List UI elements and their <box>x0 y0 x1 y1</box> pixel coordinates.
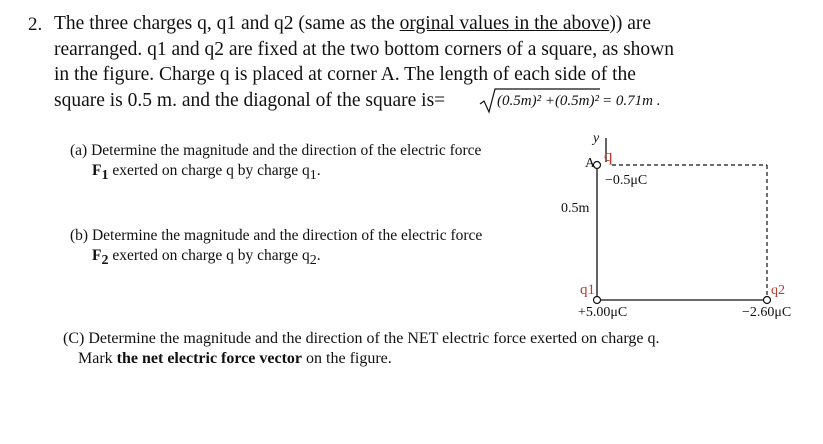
charge-q2-label: q2 <box>771 283 785 298</box>
problem-line-1-tail: )) are <box>609 13 652 34</box>
charge-q1-label: q1 <box>580 282 595 298</box>
part-b-end: . <box>316 247 321 264</box>
y-axis-label: y <box>593 131 600 146</box>
side-length-label: 0.5m <box>561 201 590 216</box>
part-a-line-1: (a) Determine the magnitude and the direction of the electric force <box>70 142 482 159</box>
formula-result: = 0.71m . <box>602 93 661 109</box>
problem-line-3: in the figure. Charge q is placed at corner A. The length of each side of the <box>54 64 636 85</box>
problem-line-1-text: The three charges q, q1 and q2 (same as the <box>54 13 400 34</box>
underlined-phrase: orginal values in the above <box>399 13 610 34</box>
charge-q2-marker <box>764 297 771 304</box>
charge-q-label: q <box>604 146 613 165</box>
force-f2-subscript: 2 <box>101 253 109 269</box>
charge-q2-subscript: 2 <box>309 253 317 269</box>
part-a-end: . <box>316 162 321 179</box>
part-c-line-2-bold: the net electric force vector <box>116 350 303 367</box>
part-c-line-2 <box>78 349 392 368</box>
formula-radicand: (0.5m)² +(0.5m)² <box>497 93 600 109</box>
part-c-line-2-post: on the figure. <box>302 350 392 367</box>
problem-line-2: rearranged. q1 and q2 are fixed at the two bottom corners of a square, as shown <box>54 39 674 60</box>
problem-number: 2. <box>28 14 43 35</box>
charge-q1-subscript: 1 <box>309 168 317 184</box>
force-f1-subscript: 1 <box>101 168 109 184</box>
charge-q-value: −0.5μC <box>605 173 648 188</box>
part-a-line-2-text: exerted on charge q by charge q <box>108 162 310 179</box>
charge-q2-value: −2.60μC <box>742 305 792 320</box>
force-f1-symbol: F <box>92 162 102 179</box>
corner-a-label: A <box>585 156 596 171</box>
charge-q1-value: +5.00μC <box>578 305 628 320</box>
part-c-line-2-pre: Mark <box>78 350 117 367</box>
part-c-line-1: (C) Determine the magnitude and the direction of the NET electric force exerted on charge q. <box>63 330 660 347</box>
force-f2-symbol: F <box>92 247 102 264</box>
part-b-line-2-text: exerted on charge q by charge q <box>108 247 310 264</box>
part-b-line-1: (b) Determine the magnitude and the direction of the electric force <box>70 227 483 244</box>
part-b-line-2 <box>92 246 321 270</box>
part-a-line-2 <box>92 161 321 185</box>
problem-line-4-text: square is 0.5 m. and the diagonal of the square is= <box>54 90 446 111</box>
